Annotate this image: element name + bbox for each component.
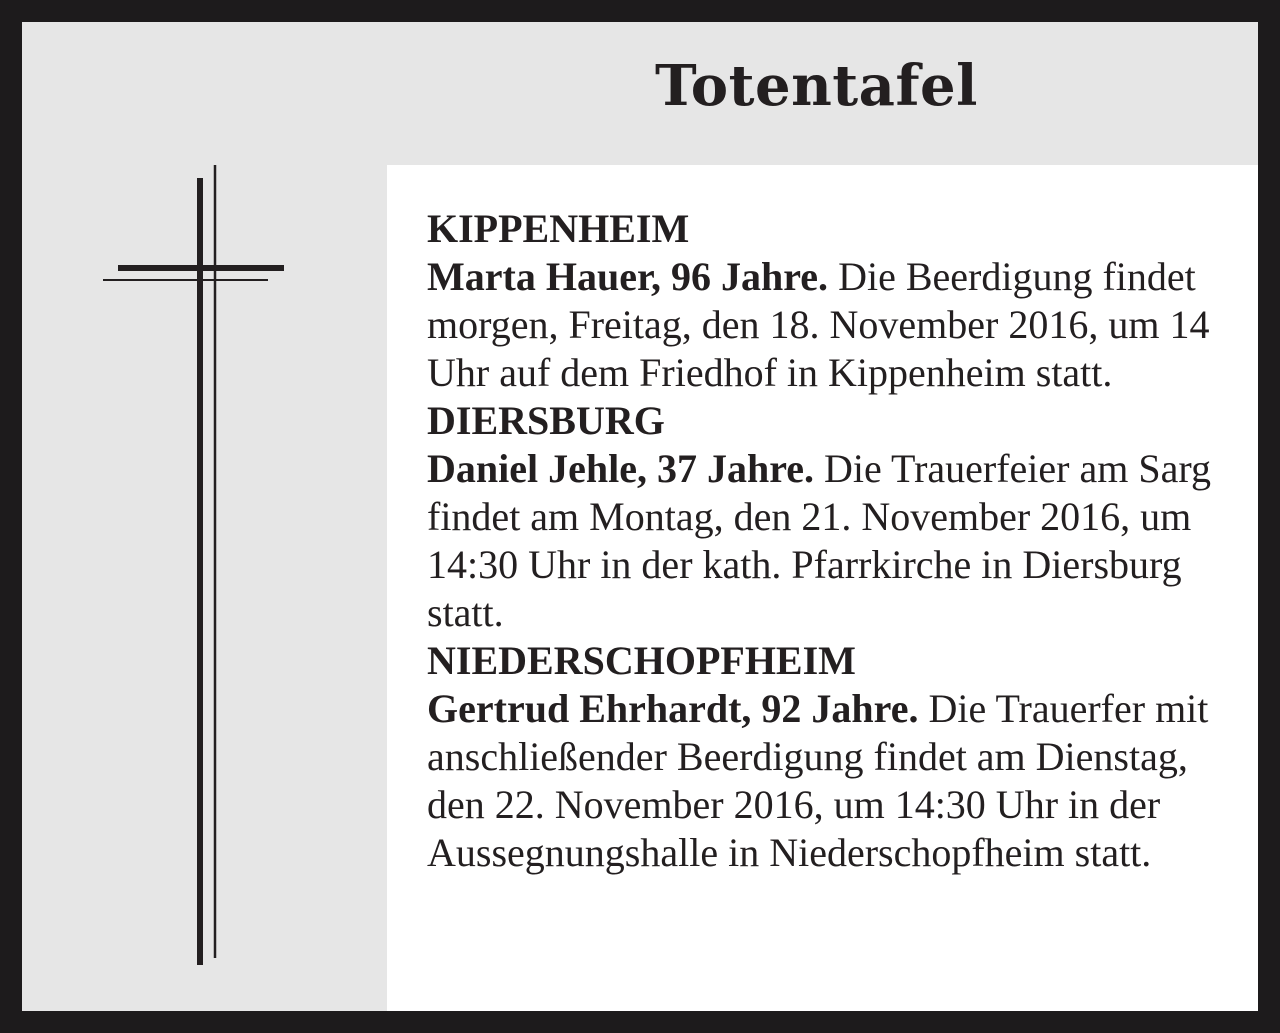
obituary-content <box>387 165 1258 1011</box>
entry-name: Marta Hauer, 96 Jahre. <box>427 254 829 299</box>
obituary-list <box>427 205 1242 877</box>
entry-description <box>427 253 1242 397</box>
entry-name: Gertrud Ehrhardt, 92 Jahre. <box>427 686 919 731</box>
obituary-entry-diersburg <box>427 397 1242 637</box>
page-title: Totentafel <box>655 53 978 119</box>
obituary-entry-kippenheim <box>427 205 1242 397</box>
entry-description <box>427 685 1242 877</box>
entry-name: Daniel Jehle, 37 Jahre. <box>427 446 815 491</box>
entry-place: NIEDERSCHOPFHEIM <box>427 638 856 683</box>
entry-description <box>427 445 1242 637</box>
entry-text: Die Beerdigung findet morgen, Freitag, den 18. November 2016, um 14 Uhr auf dem Friedhof in Kippenheim statt. <box>427 254 1210 395</box>
entry-text: Die Trauerfeier am Sarg findet am Montag, den 21. November 2016, um 14:30 Uhr in der kath. Pfarrkirche in Diersburg statt. <box>427 446 1211 635</box>
entry-place: KIPPENHEIM <box>427 206 690 251</box>
obituary-entry-niederschopfheim <box>427 637 1242 877</box>
entry-place: DIERSBURG <box>427 398 665 443</box>
entry-text: Die Trauerfer mit anschließender Beerdigung findet am Dienstag, den 22. November 2016, um 14:30 Uhr in der Aussegnungshalle in Niederschopfheim statt. <box>427 686 1209 875</box>
